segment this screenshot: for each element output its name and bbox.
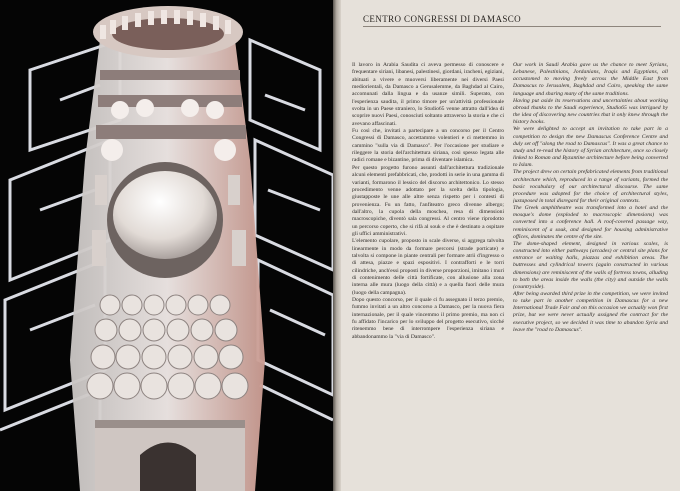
english-text-column bbox=[513, 62, 668, 480]
italian-text-column bbox=[352, 62, 504, 480]
text-page bbox=[341, 0, 680, 491]
english-paragraph: After being awarded third prize in the competition, we were invited to take part in another competition in Damascus for a new International Trade Fair and on this occasion we actually won first prize, but we were never actually assigned the contract for the executive project, so we decided it was time to abandon Syria and leave the "road to Damascus". bbox=[513, 291, 668, 333]
architecture-model-photo bbox=[0, 0, 333, 491]
english-paragraph: The project drew on certain prefabricated elements from traditional architecture which, reproduced in a range of variants, formed the basic vocabulary of our architectural discourse. The same procedure was adopted for the choice of architectural styles, juxtaposed in total disregard for their original contexts. bbox=[513, 169, 668, 204]
english-paragraph: We were delighted to accept an invitation to take part in a competition to design the new Damascus Conference Centre and duly set off "along the road to Damascus". It was a great chance to study and re-read the history of Syrian architecture, once so closely linked to Roman and Byzantine architecture before being converted to Islam. bbox=[513, 126, 668, 169]
english-paragraph: The Greek amphitheatre was transformed into a hotel and the mosque's dome (exploded to macroscopic dimensions) was converted into a conference hall. A roof-covered passage way, reminiscent of a souk, and designed for housing administrative offices, dominates the centre of the site. bbox=[513, 205, 668, 240]
italian-paragraph: Il lavoro in Arabia Saudita ci aveva permesso di conoscere e frequentare siriani, libanesi, palestinesi, giordani, iracheni, egiziani, abituati a vivere e muoversi liberamente nei diversi Paesi mediorientali, da Damasco a Gerusalemme, da Baghdad al Cairo, accomunati dalla lingua e da usanze simili. Superato, con l'esperienza saudita, il primo timore per un'attività professionale svolta in un Paese straniero, lo Studio65 venne attratto dall'idea di scoprire nuovi Paesi, conosciuti soltanto attraverso la storia e che ci avevano affascinati. bbox=[352, 62, 504, 127]
page-title: CENTRO CONGRESSI DI DAMASCO bbox=[363, 14, 522, 24]
model-illustration bbox=[0, 0, 333, 491]
english-paragraph: Our work in Saudi Arabia gave us the chance to meet Syrians, Lebanese, Palestinians, Jordanians, Iraqis and Egyptians, all accustomed to moving freely across the Middle East from Damascus to Jerusalem, Baghdad and Cairo, speaking the same language and sharing many of the same traditions. bbox=[513, 62, 668, 97]
italian-paragraph: L'elemento cupolare, proposto in scale diverse, si aggrega talvolta linearmente in modo da formare percorsi (strade porticate) e talvolta si compone in piante centrali per formare atrii d'ingresso o di attesa, piazze e spazi espositivi. I contrafforti e le torri cilindriche, anch'essi proposti in diverse proporzioni, imitano i muri di contenimento delle città fortificate, con allusione alla zona interna alle mura (luogo della città) e a quella fuori delle mura (luogo della campagna). bbox=[352, 238, 504, 296]
italian-paragraph: Per questo progetto furono assunti dall'architettura tradizionale alcuni elementi prefabbricati, che, prodotti in serie in una gamma di varianti, formarono il lessico del discorso architettonico. Lo stesso procedimento venne adottato per la scelta della tipologia, giustapposte le une alle altre senza rispetto per i contesti di provenienza. Fu un fatto, l'anfiteatro greco divenne albergo; dall'altro, la cupola della moschea, resa di dimensioni macroscopiche, diventò sala congressi. Al centro viene riprodotto un percorso coperto, che si rifà al souk e che è destinato a ospitare gli uffici amministrativi. bbox=[352, 164, 504, 237]
title-rule bbox=[363, 26, 661, 27]
entrance-arch bbox=[140, 443, 196, 491]
italian-paragraph: Dopo questo concorso, per il quale ci fu assegnato il terzo premio, fummo invitati a un altro concorso a Damasco, per la nuova fiera internazionale, per il quale vincemmo il primo premio, ma non ci fu affidato l'incarico per lo sviluppo del progetto esecutivo, sicché ritenemmo bene di interrompere l'esperienza siriana e abbandonammo la "via di Damasco". bbox=[352, 297, 504, 340]
english-paragraph: Having put aside its reservations and uncertainties about working abroad thanks to the Saudi experience, Studio65 was intrigued by the idea of discovering new countries that it only knew through the history books. bbox=[513, 97, 668, 126]
english-paragraph: The dome-shaped element, designed in various scales, is constructed into either pathways (arcades) or central site plans for entrance or waiting halls, piazzas and exhibition areas. The buttresses and cylindrical towers (again constructed in various dimensions) are reminiscent of the walls of fortress towns, alluding to both the areas inside the walls (the city) and outside the walls (countryside). bbox=[513, 240, 668, 290]
book-gutter bbox=[333, 0, 341, 491]
italian-paragraph: Fu così che, invitati a partecipare a un concorso per il Centro Congressi di Damasco, accettammo volentieri e ci mettemmo in cammino "sulla via di Damasco". Per l'occasione per studiare e rileggere la storia dell'architettura siriana, così spesso legata alle radici romane e bizantine, prima di diventare islamica. bbox=[352, 128, 504, 164]
central-dome bbox=[113, 171, 217, 259]
